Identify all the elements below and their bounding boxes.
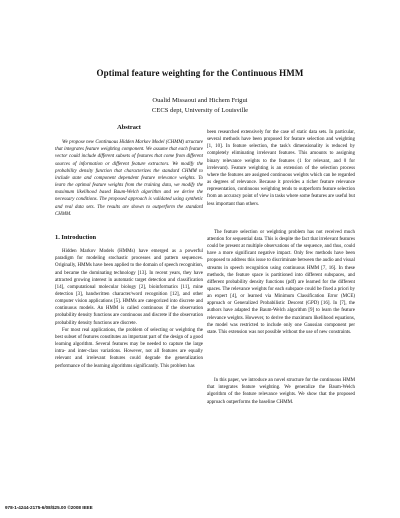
left-column xyxy=(55,124,203,370)
author-affiliation: CECS dept, University of Louisville xyxy=(151,107,249,114)
right-column xyxy=(207,129,355,406)
paper-title: Optimal feature weighting for the Continuous HMM xyxy=(96,68,304,78)
intro-paragraph-2: For most real applications, the problem of selecting or weighting the best subset of features constitutes an important part of the design of a good learning algorithm. Several features may be needed to capture the large intra- and inter-class variations. However, not all features are equally relevant and irrelevant features could degrade the generalization performance of the learning algorithms significantly. This problem has xyxy=(55,327,203,369)
section-heading-introduction: 1. Introduction xyxy=(55,233,97,241)
right-paragraph-1: been researched extensively for the case of static data sets. In particular, several methods have been proposed for feature selection and weighting [1, 10]. In feature selection, the task's dimensionality is reduced by completely eliminating irrelevant features. This amounts to assigning binary relevance weights to the features (1 for relevant, and 0 for irrelevant). Feature weighting is an extension of the selection process where the features are assigned continuous weights which can be regarded as degrees of relevance. Because it provides a richer feature relevance representation, continuous weighting tends to outperform feature selection from an accuracy point of view in tasks where some features are useful but less important than others. xyxy=(207,130,355,207)
intro-paragraph-1: Hidden Markov Models (HMMs) have emerged as a powerful paradigm for modeling stochastic processes and pattern sequences. Originally, HMMs have been applied to the domain of speech recognition, and became the dominating technology [13]. In recent years, they have attracted growing interest in automatic target detection and classification [14], computational molecular biology [2], bioinformatics [11], mine detection [3], handwritten character/word recognition [12], and other computer vision applications [5]. HMMs are categorized into discrete and continuous models. An HMM is called continuous if the observation probability density functions are continuous and discrete if the observation probability density functions are discrete. xyxy=(55,249,203,326)
author-block xyxy=(0,96,400,116)
right-paragraph-3: In this paper, we introduce an novel structure for the continuous HMM that integrates feature weighting. We generalize the Baum-Welch algorithm of the feature relevance weights. We show that the proposed approach outperforms the baseline CHMM. xyxy=(207,378,355,405)
copyright-footer: 978-1-4244-2175-6/08/$25.00 ©2008 IEEE xyxy=(5,505,93,510)
abstract-text: We propose new Continuous Hidden Markov Model (CHMM) structure that integrates feature weighting component. We assume that each feature vector could include different subsets of features that come from different sources of information or different feature extractors. We modify the probability density function that characterizes the standard CHMM to include state and component dependent feature relevance weights. To learn the optimal feature weights from the training data, we modify the maximum likelihood based Baum-Welch algorithm and we derive the necessary conditions. The proposed approach is validated using synthetic and real data sets. The results are shown to outperform the standard CHMM. xyxy=(55,140,203,217)
abstract-heading: Abstract xyxy=(117,124,141,131)
right-paragraph-2: The feature selection or weighting problem has not received much attention for sequential data. This is despite the fact that irrelevant features could be present at multiple observations of the sequence, and thus, could have a more significant negative impact. Only few methods have been proposed to address this issue to discriminate between the audio and visual streams in speech recognition using continuous HMM [7, 16]. In these methods, the feature space is partitioned into different subspaces, and different probability density functions (pdf) are learned for the different spaces. The relevance weights for each subspace could be fixed a priori by an expert [4], or learned via Minimum Classification Error (MCE) approach or Generalized Probabilistic Descent (GPD) [16]. In [7], the authors have adapted the Baum-Welch algorithm [9] to learn the feature relevance weights. However, to derive the maximum likelihood equations, the model was restricted to include only one Gaussian component per state. This extension was not possible without the use of new constraints. xyxy=(207,229,355,335)
author-names: Oualid Missaoui and Hichem Frigui xyxy=(152,97,248,104)
